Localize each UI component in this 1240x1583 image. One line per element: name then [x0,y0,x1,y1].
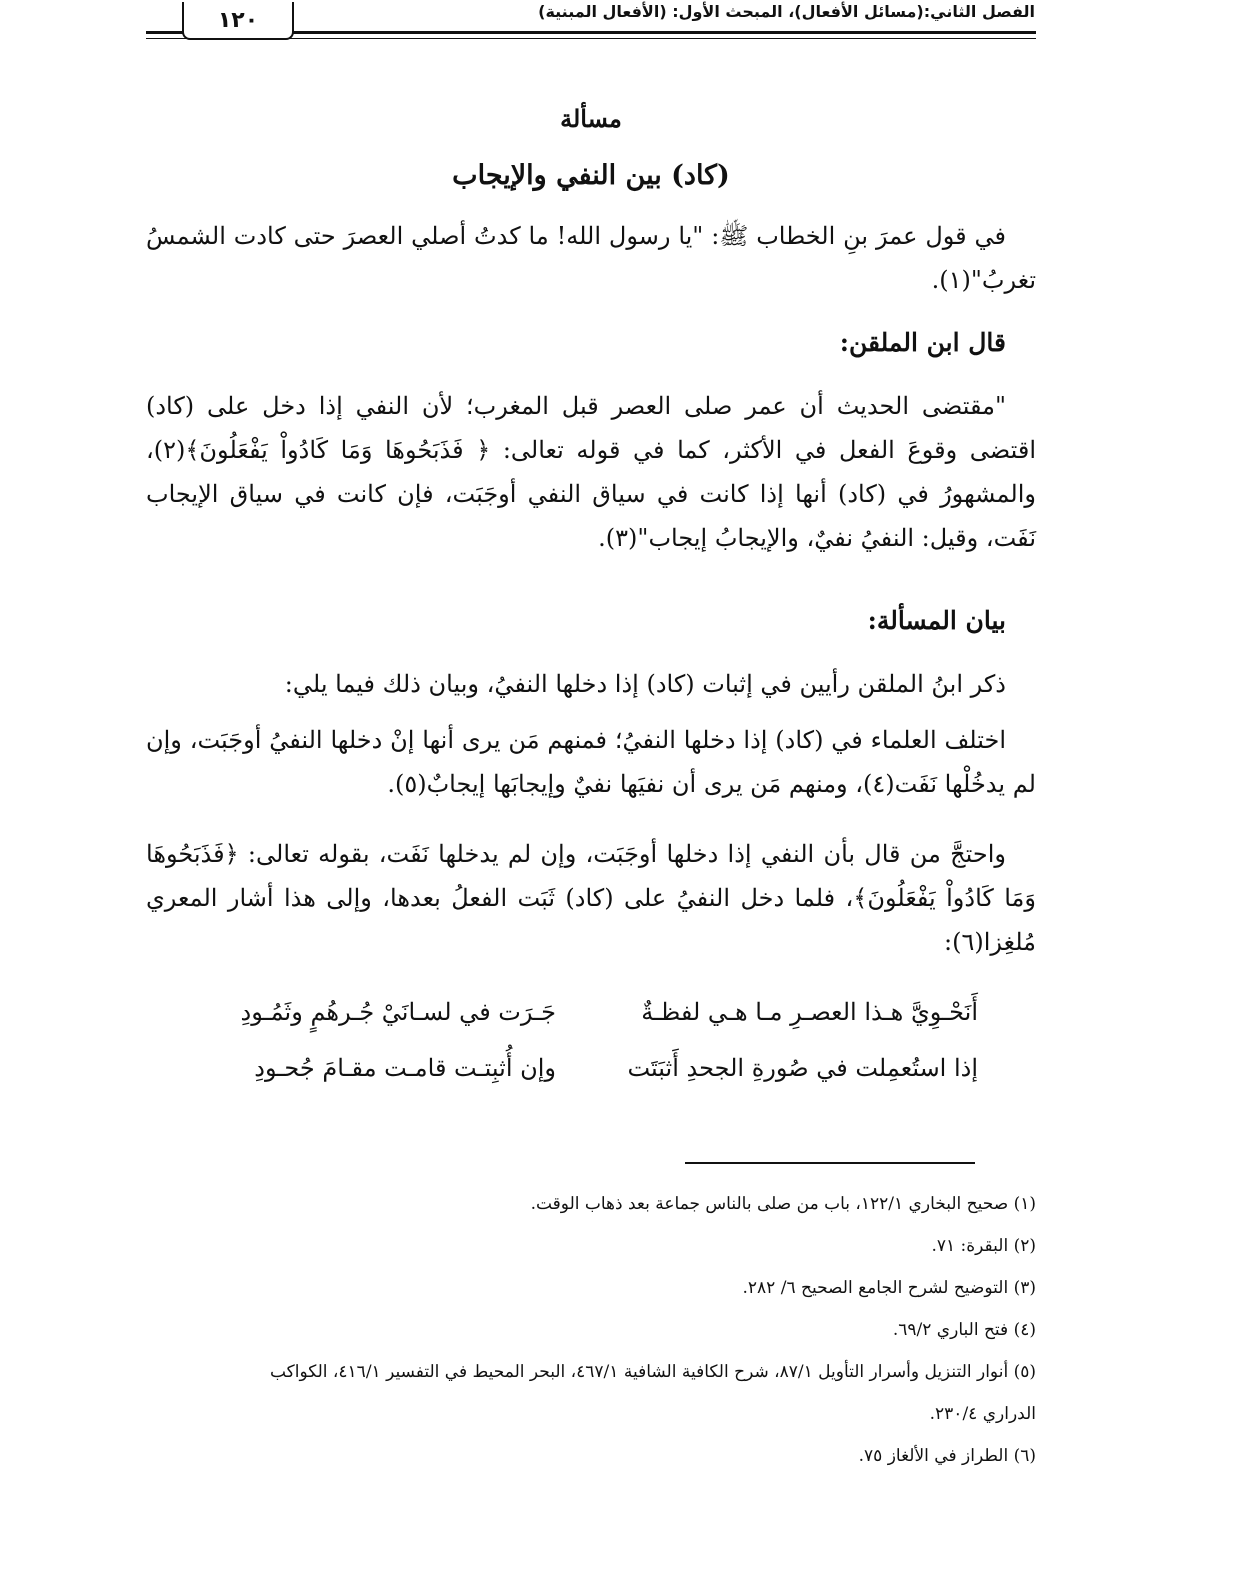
intro-paragraph: في قول عمرَ بنِ الخطاب ﷺ: "يا رسول الله! ما كدتُ أصلي العصرَ حتى كادت الشمسُ تغربُ"(١). [146,222,1036,294]
footnote: (٥) أنوار التنزيل وأسرار التأويل ٨٧/١، شرح الكافية الشافية ٤٦٧/١، البحر المحيط في التفسير ٤١٦/١، الكواكب [269,1362,1036,1382]
explanation-paragraph-1: ذكر ابنُ الملقن رأيين في إثبات (كاد) إذا دخلها النفيُ، وبيان ذلك فيما يلي: [284,670,1006,698]
explanation-paragraph-2: اختلف العلماء في (كاد) إذا دخلها النفيُ؛ فمنهم مَن يرى أنها إنْ دخلها النفيُ أوجَبَت، وإن لم يدخُلْها نَفَت(٤)، ومنهم مَن يرى أن نفيَها نفيٌ وإيجابَها إيجابٌ(٥). [146,726,1036,798]
footnote: (١) صحيح البخاري ١٢٢/١، باب من صلى بالناس جماعة بعد ذهاب الوقت. [530,1194,1036,1214]
poem-second-hemistich: وإن أُثبِتـت قامـت مقـامَ جُحـودِ [254,1054,556,1082]
quote-paragraph: "مقتضى الحديث أن عمر صلى العصر قبل المغرب؛ لأن النفي إذا دخل على (كاد) اقتضى وقوعَ الفعل في الأكثر، كما في قوله تعالى: ﴿ فَذَبَحُوهَا وَمَا كَادُواْ يَفْعَلُونَ﴾(٢)، والمشهورُ في (كاد) أنها إذا كانت في سياق النفي أوجَبَت، فإن كانت في سياق الإيجاب نَفَت، وقيل: النفيُ نفيٌ، والإيجابُ إيجاب"(٣). [146,392,1036,552]
explanation-paragraph-3: واحتجَّ من قال بأن النفي إذا دخلها أوجَبَت، وإن لم يدخلها نَفَت، بقوله تعالى: ﴿فَذَبَحُوهَا وَمَا كَادُواْ يَفْعَلُونَ﴾، فلما دخل النفيُ على (كاد) ثَبَت الفعلُ بعدها، وإلى هذا أشار المعري مُلغِزا(٦): [146,840,1036,956]
poem-second-hemistich: جَـرَت في لسـانَيْ جُـرهُمٍ وثَمُـودِ [240,998,556,1026]
page-number: ١٢٠ [182,2,294,40]
footnote-continuation: الدراري ٢٣٠/٤. [929,1404,1036,1424]
footnote: (٤) فتح الباري ٦٩/٢. [892,1320,1036,1340]
running-header-title: الفصل الثاني:(مسائل الأفعال)، المبحث الأول: (الأفعال المبنية) [538,2,1035,21]
footnote: (٢) البقرة: ٧١. [931,1236,1036,1256]
footnote-separator [685,1162,975,1164]
poem-first-hemistich: إذا استُعمِلت في صُورةِ الجحدِ أَثبَتَت [627,1054,978,1082]
explanation-heading: بيان المسألة: [867,606,1006,635]
quote-heading: قال ابن الملقن: [839,328,1006,357]
section-title: (كاد) بين النفي والإيجاب [452,160,730,191]
footnote: (٣) التوضيح لشرح الجامع الصحيح ٦/ ٢٨٢. [742,1278,1036,1298]
poem-first-hemistich: أَنَحْـوِيَّ هـذا العصـرِ مـا هـي لفظـةٌ [641,998,978,1026]
footnote: (٦) الطراز في الألغاز ٧٥. [858,1446,1036,1466]
section-label: مسألة [560,104,622,133]
